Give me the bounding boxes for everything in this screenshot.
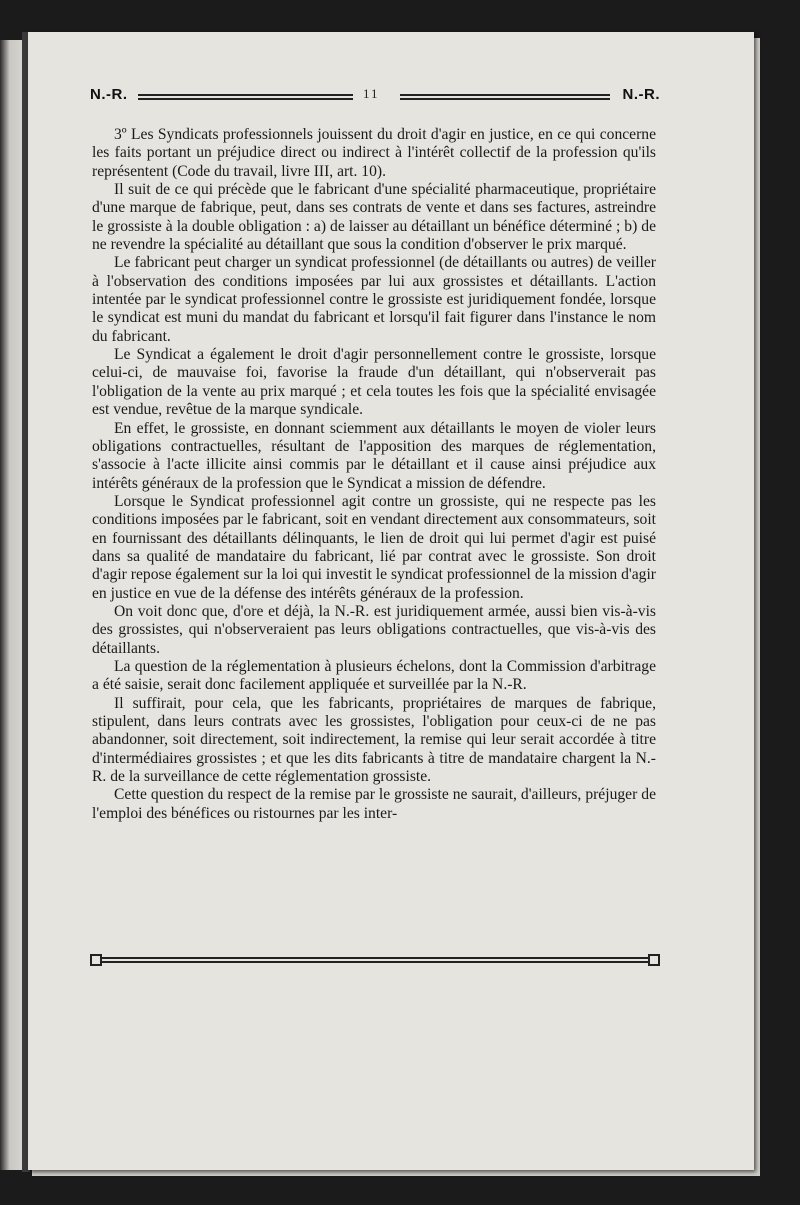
header-right-title: N.-R. bbox=[622, 86, 660, 103]
header-right-rule bbox=[400, 94, 610, 100]
left-page-edge bbox=[0, 40, 24, 1170]
paragraph: Il suffirait, pour cela, que les fabricants, propriétaires de marques de fabrique, stipulent, dans leurs contrats avec les grossistes, l'obligation pour ceux-ci de ne pas abandonner, soit directement, soit indirectement, la remise qui leur serait accordée à titre d'intermédiaires grossistes ; et que les dits fabricants à titre de mandataire chargent la N.-R. de la surveillance de cette réglementation grossiste. bbox=[92, 694, 656, 786]
paragraph: En effet, le grossiste, en donnant sciemment aux détaillants le moyen de violer leurs obligations contractuelles, résultant de l'apposition des marques de réglementation, s'associe à l'acte illicite ainsi commis par le détaillant et il cause ainsi préjudice aux intérêts généraux de la profession que le Syndicat a mission de défendre. bbox=[92, 419, 656, 492]
header-left-title: N.-R. bbox=[90, 86, 128, 103]
paragraph: Le Syndicat a également le droit d'agir personnellement contre le grossiste, lorsque celui-ci, de mauvaise foi, favorise la fraude d'un détaillant, qui n'observerait pas l'obligation de la vente au prix marqué ; et cela toutes les fois que la spécialité envisagée est vendue, revêtue de la marque syndicale. bbox=[92, 346, 656, 419]
paragraph: Lorsque le Syndicat professionnel agit contre un grossiste, qui ne respecte pas les conditions imposées par le fabricant, soit en vendant directement aux consommateurs, soit en fournissant des détaillants délinquants, le lien de droit qui lui permet d'agir est puisé dans sa qualité de mandataire du fabricant, lié par contrat avec le grossiste. Son droit d'agir repose également sur la loi qui investit le syndicat professionnel de la mission d'agir en justice en vue de la défense des intérêts généraux de la profession. bbox=[92, 492, 656, 602]
paragraph: Cette question du respect de la remise par le grossiste ne saurait, d'ailleurs, préjuger de l'emploi des bénéfices ou ristournes par les inter- bbox=[92, 786, 656, 822]
footer-left-square bbox=[90, 954, 102, 966]
page-number: 11 bbox=[363, 86, 380, 101]
header-left-rule bbox=[138, 94, 353, 100]
footer-right-square bbox=[648, 954, 660, 966]
paragraph: La question de la réglementation à plusieurs échelons, dont la Commission d'arbitrage a été saisie, serait donc facilement appliquée et surveillée par la N.-R. bbox=[92, 657, 656, 694]
footer-rule bbox=[102, 957, 648, 963]
paragraph: On voit donc que, d'ore et déjà, la N.-R. est juridiquement armée, aussi bien vis-à-vis des grossistes, qui n'observeraient pas leurs obligations contractuelles, que vis-à-vis des détaillants. bbox=[92, 602, 656, 657]
paragraph: Il suit de ce qui précède que le fabricant d'une spécialité pharmaceutique, propriétaire d'une marque de fabrique, peut, dans ses contrats de vente et dans ses factures, astreindre le grossiste à la double obligation : a) de laisser au détaillant un bénéfice déterminé ; b) de ne revendre la spécialité au détaillant que sous la condition d'observer le prix marqué. bbox=[92, 181, 656, 254]
running-header bbox=[90, 86, 660, 110]
paragraph: 3º Les Syndicats professionnels jouissent du droit d'agir en justice, en ce qui concerne les faits portant un préjudice direct ou indirect à l'intérêt collectif de la profession qu'ils représentent (Code du travail, livre III, art. 10). bbox=[92, 126, 656, 180]
body-text bbox=[92, 126, 656, 823]
paragraph: Le fabricant peut charger un syndicat professionnel (de détaillants ou autres) de veiller à l'observation des conditions imposées par lui aux grossistes et détaillants. L'action intentée par le syndicat professionnel contre le grossiste est juridiquement fondée, lorsque le syndicat est muni du mandat du fabricant et lorsqu'il fait figurer dans l'instance le nom du fabricant. bbox=[92, 254, 656, 345]
footer-ornament bbox=[90, 954, 660, 968]
